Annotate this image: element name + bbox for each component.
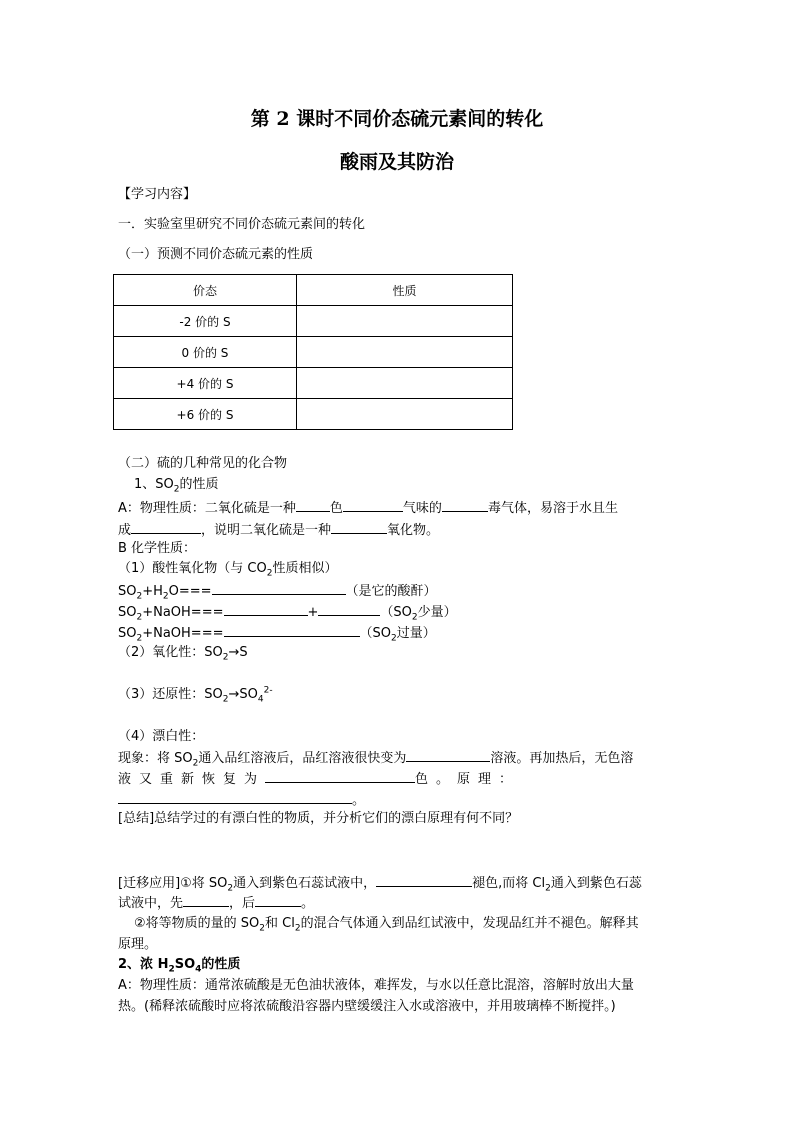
equation-2	[118, 601, 457, 623]
text: +H	[142, 584, 163, 599]
text: 2	[162, 591, 169, 602]
text: 液又重新恢复为	[118, 772, 266, 787]
transfer-line4: 原理。	[118, 937, 158, 952]
text: 色。原理：	[415, 772, 521, 787]
text: 2	[136, 633, 143, 644]
bleaching-title: （4）漂白性：	[118, 729, 205, 744]
text: 2	[168, 964, 175, 975]
arrow-icon: →	[228, 687, 240, 702]
blank[interactable]	[224, 601, 308, 616]
blank[interactable]	[296, 497, 330, 512]
page-title: 第 2 课时不同价态硫元素间的转化	[250, 108, 544, 130]
table-row	[114, 368, 513, 399]
text: 4	[257, 694, 264, 705]
text: 通入到紫色石蕊	[550, 876, 642, 891]
text: [迁移应用]①将 SO	[118, 876, 228, 891]
text: 2	[136, 612, 143, 623]
text: 气味的	[402, 501, 442, 516]
equation-3	[118, 622, 436, 644]
table-cell	[297, 368, 513, 399]
text: O===	[168, 584, 212, 599]
blank[interactable]	[343, 497, 403, 512]
chemical-properties-title: B 化学性质：	[118, 541, 197, 556]
h2so4-physical-line1: A：物理性质：通常浓硫酸是无色油状液体，难挥发，与水以任意比混溶，溶解时放出大量	[118, 978, 634, 993]
text: 2	[545, 883, 551, 894]
h2so4-heading	[118, 955, 240, 975]
arrow-icon: →	[228, 645, 240, 660]
text: 2	[391, 633, 397, 644]
phenomenon-line3	[118, 789, 365, 811]
table-header-cell: 价态	[114, 275, 297, 306]
text: 和 Cl	[265, 916, 295, 931]
table-row	[114, 337, 513, 368]
table-cell: +4 价的 S	[114, 368, 297, 399]
text: ，说明二氧化硫是一种	[201, 523, 332, 538]
text: 溶液。再加热后，无色溶	[490, 751, 634, 766]
physical-properties-line2	[118, 519, 439, 541]
text: 2	[222, 652, 229, 663]
text: 2	[222, 694, 229, 705]
table-header-row	[114, 275, 513, 306]
text: 的混合气体通入到品红试液中，发现品红并不褪色。解释其	[300, 916, 639, 931]
blank[interactable]	[406, 747, 490, 762]
text: ，后	[229, 896, 256, 911]
table-cell: +6 价的 S	[114, 399, 297, 430]
text: 性质相似）	[272, 561, 338, 576]
reducing-property	[118, 685, 273, 705]
blank[interactable]	[318, 601, 380, 616]
text: SO	[118, 605, 137, 620]
blank[interactable]	[212, 580, 346, 595]
text: （是它的酸酐）	[345, 584, 437, 599]
blank[interactable]	[376, 872, 472, 887]
blank[interactable]	[131, 519, 201, 534]
table-header-cell: 性质	[297, 275, 513, 306]
text: （SO	[380, 605, 412, 620]
text: 毒气体，易溶于水且生	[487, 501, 618, 516]
blank[interactable]	[255, 892, 301, 907]
blank[interactable]	[265, 768, 415, 783]
blank[interactable]	[224, 622, 360, 637]
text: SO	[118, 626, 137, 641]
text: 褪色,而将 Cl	[472, 876, 546, 891]
text: 2	[173, 484, 180, 495]
text: 2	[227, 883, 234, 894]
text: 1、SO	[134, 477, 174, 492]
text: （3）还原性：SO	[118, 687, 223, 702]
text: SO	[174, 957, 196, 972]
text: （1）酸性氧化物（与 CO	[118, 561, 267, 576]
table-cell	[297, 399, 513, 430]
text: 2-	[263, 685, 273, 696]
text: 现象：将 SO	[118, 751, 193, 766]
blank[interactable]	[183, 892, 229, 907]
transfer-line3	[134, 914, 639, 934]
table-cell: -2 价的 S	[114, 306, 297, 337]
section-header: 【学习内容】	[118, 187, 197, 202]
summary-question: [总结]总结学过的有漂白性的物质，并分析它们的漂白原理有何不同？	[118, 811, 519, 826]
text: 2	[411, 612, 418, 623]
text: 的性质	[179, 477, 219, 492]
text: 2、浓 H	[118, 957, 169, 972]
text: 通入到紫色石蕊试液中，	[233, 876, 377, 891]
blank[interactable]	[118, 789, 352, 804]
text: +NaOH===	[142, 626, 224, 641]
text: 氧化物。	[387, 523, 440, 538]
text: A：物理性质：二氧化硫是一种	[118, 501, 296, 516]
text: SO	[239, 687, 258, 702]
oxidizing-property	[118, 643, 248, 663]
text: 4	[195, 964, 202, 975]
transfer-line1	[118, 872, 642, 894]
text: 2	[294, 923, 301, 934]
text: 。	[301, 896, 315, 911]
table-cell: 0 价的 S	[114, 337, 297, 368]
phenomenon-line2	[118, 768, 520, 790]
text: （2）氧化性：SO	[118, 645, 223, 660]
table-cell	[297, 337, 513, 368]
blank[interactable]	[442, 497, 488, 512]
text: S	[239, 645, 248, 660]
valence-property-table	[113, 274, 513, 430]
equation-1	[118, 580, 437, 602]
text: 少量）	[417, 605, 457, 620]
physical-properties-line1	[118, 497, 618, 519]
table-cell	[297, 306, 513, 337]
sub1-title: （一）预测不同价态硫元素的性质	[118, 247, 314, 262]
text: 2	[266, 568, 273, 579]
table-row	[114, 306, 513, 337]
text: 色	[329, 501, 343, 516]
so2-properties-heading	[134, 475, 219, 495]
text: SO	[118, 584, 137, 599]
blank[interactable]	[331, 519, 387, 534]
text: 。	[352, 793, 366, 808]
text: 2	[192, 758, 199, 769]
transfer-line2	[118, 892, 314, 914]
text: 过量）	[396, 626, 436, 641]
h2so4-physical-line2: 热。(稀释浓硫酸时应将浓硫酸沿容器内壁缓缓注入水或溶液中，并用玻璃棒不断搅拌。)	[118, 999, 616, 1014]
text: 试液中，先	[118, 896, 184, 911]
text: 成	[118, 523, 132, 538]
text: 通入品红溶液后，品红溶液很快变为	[198, 751, 407, 766]
text: +NaOH===	[142, 605, 224, 620]
acidic-oxide-heading	[118, 559, 337, 579]
text: （SO	[359, 626, 391, 641]
sub2-title: （二）硫的几种常见的化合物	[118, 456, 288, 471]
phenomenon-line1	[118, 747, 633, 769]
text: +	[307, 605, 319, 620]
part1-title: 一．实验室里研究不同价态硫元素间的转化	[118, 217, 366, 232]
text: 2	[136, 591, 143, 602]
text: ②将等物质的量的 SO	[134, 916, 260, 931]
page-subtitle: 酸雨及其防治	[339, 151, 454, 173]
table-row	[114, 399, 513, 430]
text: 的性质	[201, 957, 241, 972]
text: 2	[259, 923, 266, 934]
